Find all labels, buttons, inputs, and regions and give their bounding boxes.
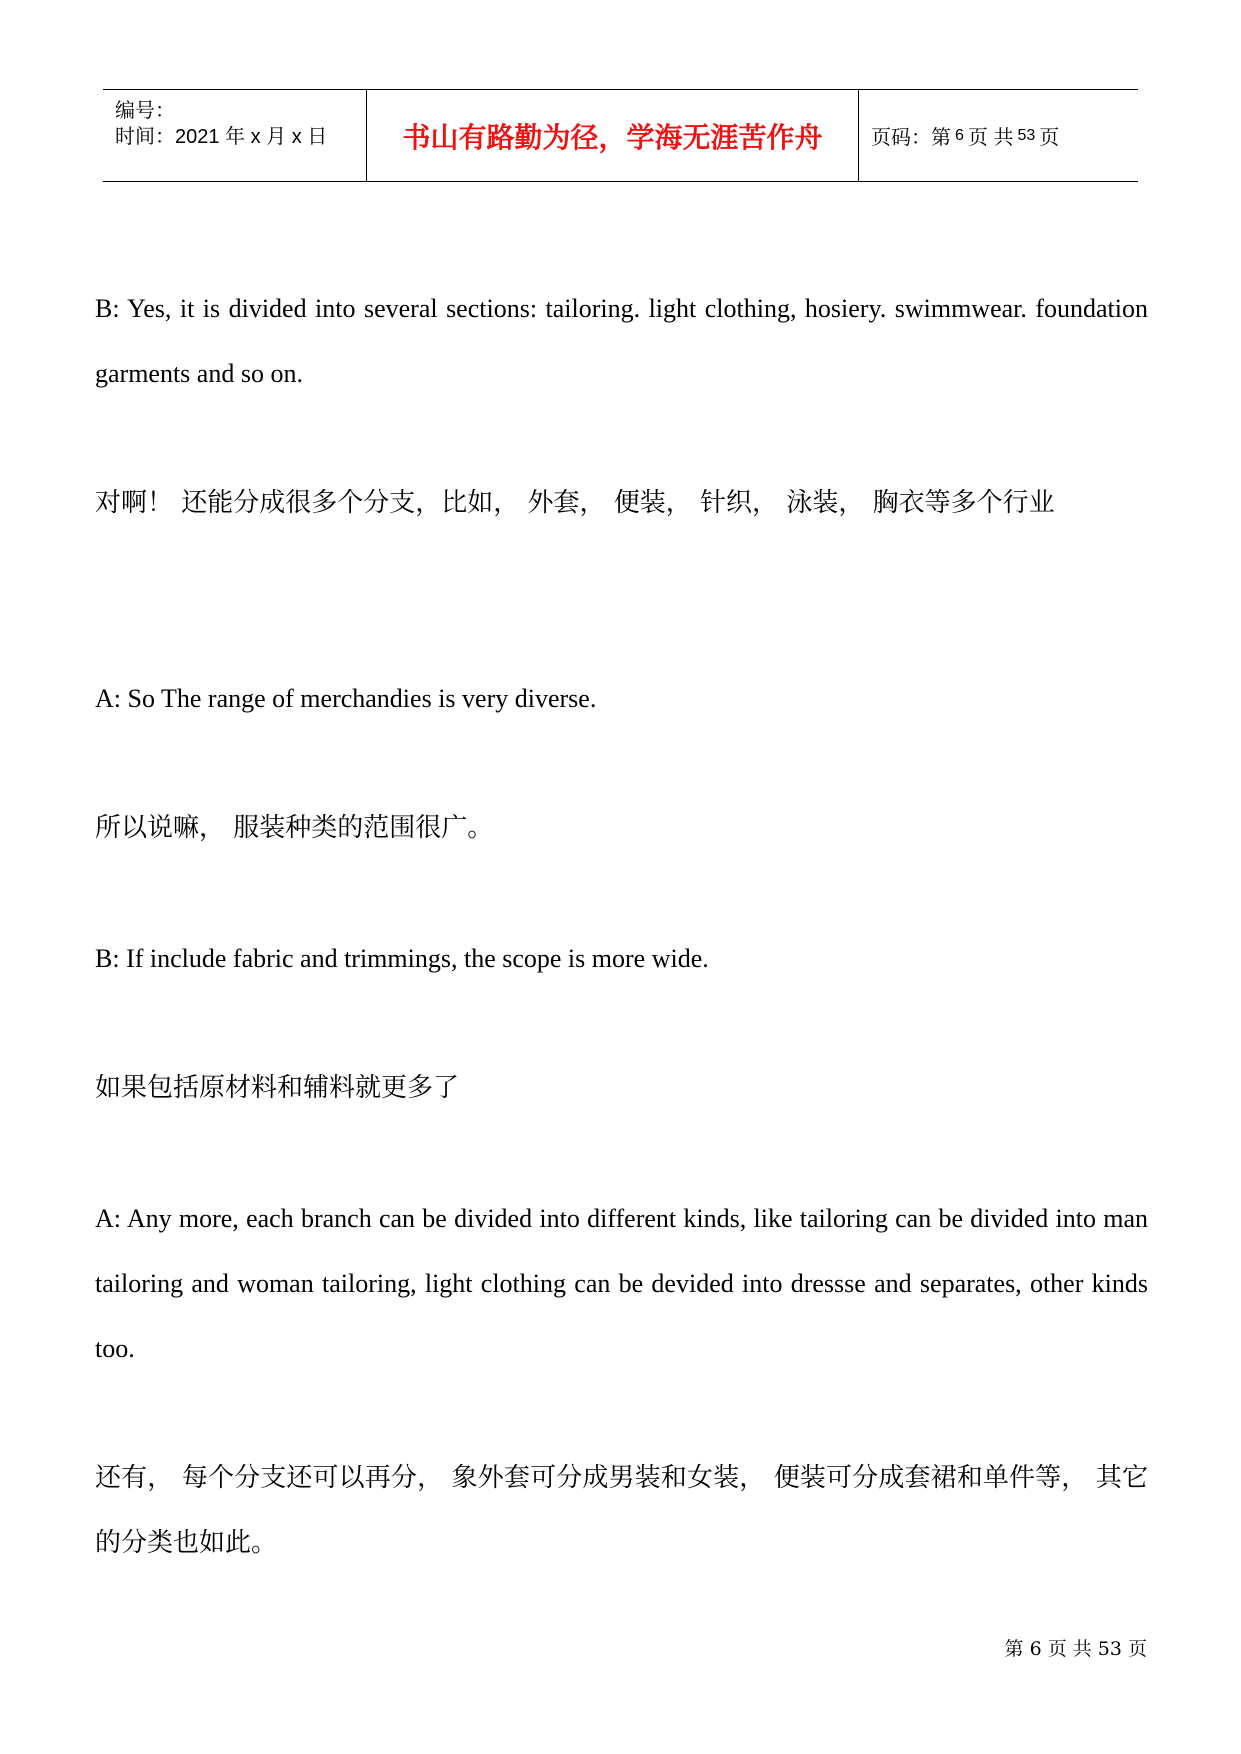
header-motto: 书山有路勤为径，学海无涯苦作舟 [402, 120, 823, 154]
paragraph-5: B: If include fabric and trimmings, the scope is more wide. [95, 944, 709, 973]
paragraph-6: 如果包括原材料和辅料就更多了 [95, 1073, 460, 1103]
page-current-number: 6 [955, 126, 964, 144]
document-number-label: 编号： [115, 100, 175, 122]
paragraph-7: A: Any more, each branch can be divided into different kinds, like tailoring can be divided into man tailoring and woman tailoring, light clothing can be devided into dressse and separates, other kinds too. [95, 1204, 1148, 1363]
header-meta-cell [103, 90, 367, 181]
paragraph-4: 所以说嘛， 服装种类的范围很广。 [95, 813, 494, 843]
document-time-label: 时间：2021 年 x 月 x 日 [115, 126, 328, 148]
page-footer: 第 6 页 共 53 页 [1004, 1638, 1147, 1660]
page-total-number: 53 [1017, 126, 1036, 144]
paragraph-1: B: Yes, it is divided into several sections: tailoring. light clothing, hosiery. swimmwear. foundation garments and so on. [95, 294, 1148, 388]
header-page-info [859, 90, 1138, 181]
page-info-mid: 页 共 [967, 127, 1014, 149]
page-info-prefix: 页码：第 [871, 127, 951, 149]
page-header [103, 89, 1138, 182]
paragraph-2: 对啊！ 还能分成很多个分支，比如， 外套， 便装， 针织， 泳装， 胸衣等多个行业 [95, 488, 1055, 518]
paragraph-8: 还有， 每个分支还可以再分， 象外套可分成男装和女装， 便装可分成套裙和单件等， 其它的分类也如此。 [95, 1463, 1148, 1558]
paragraph-3: A: So The range of merchandies is very diverse. [95, 684, 597, 713]
page-info-suffix: 页 [1039, 127, 1060, 149]
header-motto-cell [367, 90, 859, 181]
